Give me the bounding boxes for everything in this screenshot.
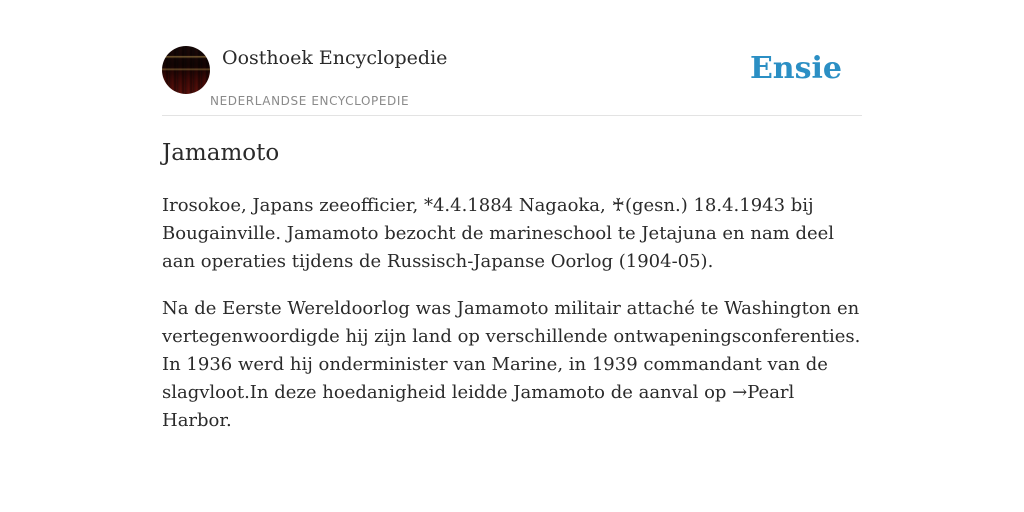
paragraph-2-end: .: [226, 410, 232, 431]
article-body: [162, 192, 867, 454]
pearl-harbor-link[interactable]: →Pearl Harbor: [162, 382, 795, 431]
site-subtitle: NEDERLANDSE ENCYCLOPEDIE: [210, 94, 410, 108]
encyclopedia-avatar[interactable]: [162, 46, 210, 94]
paragraph-2-text: Na de Eerste Wereldoorlog was Jamamoto militair attaché te Washington en vertegenwoordigde hij zijn land op verschillende ontwapeningsconferenties. In 1936 werd hij onderminister van Marine, in 1939 commandant van de slagvloot.In deze hoedanigheid leidde Jamamoto de aanval op: [162, 298, 861, 403]
paragraph-2: [162, 295, 867, 435]
site-title[interactable]: Oosthoek Encyclopedie: [222, 47, 448, 69]
brand-logo[interactable]: Ensie: [749, 51, 842, 86]
site-header: [162, 46, 862, 116]
paragraph-1: Irosokoe, Japans zeeofficier, *4.4.1884 Nagaoka, ♰(gesn.) 18.4.1943 bij Bougainville. Jamamoto bezocht de marineschool te Jetajuna en nam deel aan operaties tijdens de Russisch-Japanse Oorlog (1904-05).: [162, 195, 835, 272]
article-title: Jamamoto: [162, 140, 280, 166]
